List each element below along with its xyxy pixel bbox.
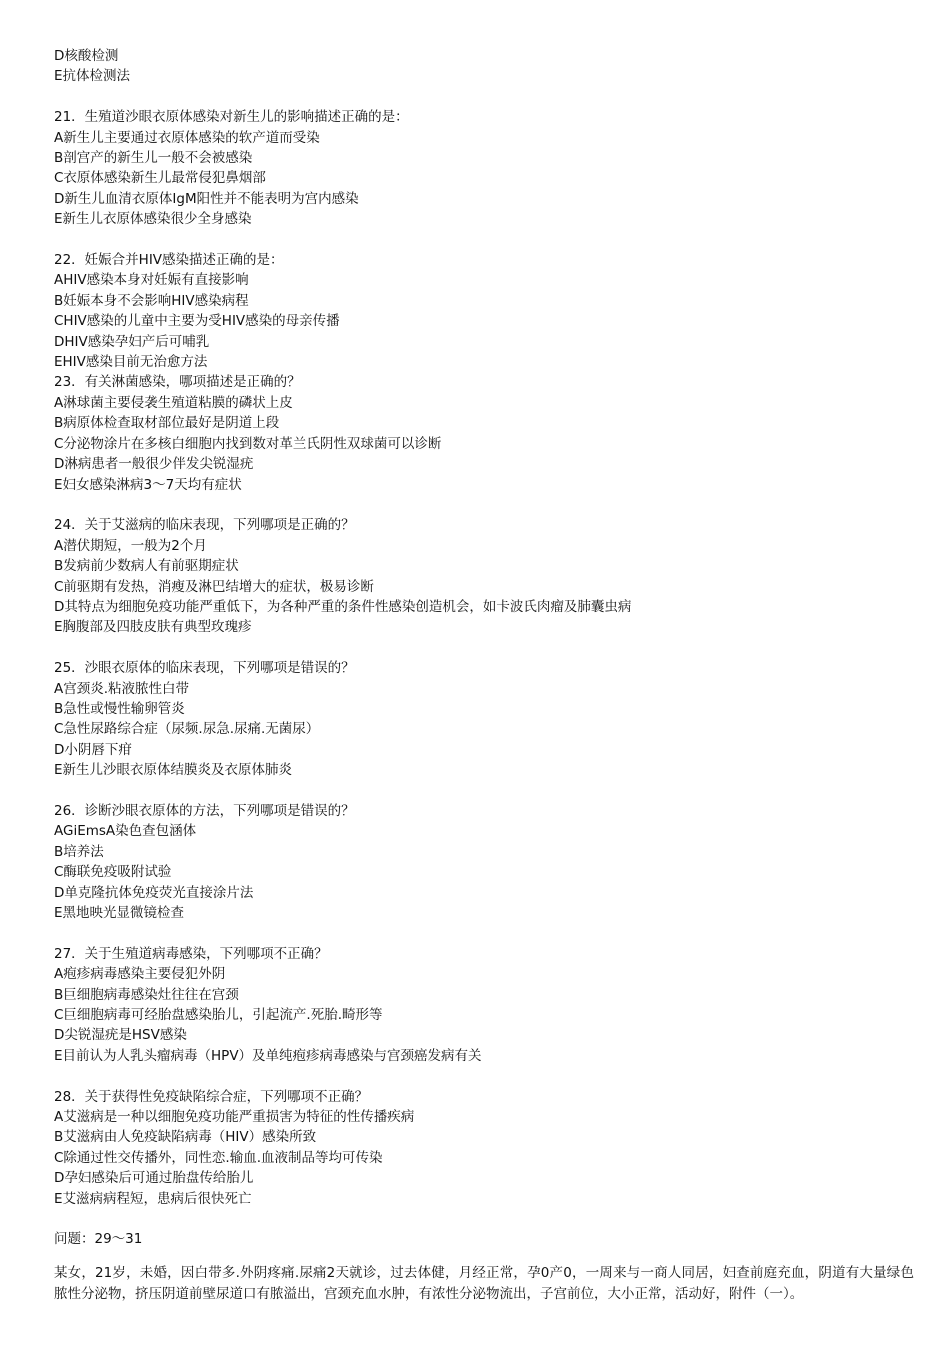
option-d: DHIV感染孕妇产后可哺乳 — [54, 333, 210, 350]
option-b: B剖宫产的新生儿一般不会被感染 — [54, 150, 253, 167]
option-a: A疱疹病毒感染主要侵犯外阴 — [54, 966, 226, 983]
option-d-previous: D核酸检测 — [54, 48, 119, 64]
option-d: D新生儿血清衣原体IgM阳性并不能表明为宫内感染 — [54, 190, 359, 207]
question-25 — [54, 658, 914, 780]
option-c: C除通过性交传播外，同性恋.输血.血液制品等均可传染 — [54, 1149, 383, 1166]
option-d: D小阴唇下疳 — [54, 741, 132, 758]
option-e: E黑地映光显微镜检查 — [54, 904, 185, 921]
question-stem: 23．有关淋菌感染，哪项描述是正确的？ — [54, 374, 301, 391]
option-c: C衣原体感染新生儿最常侵犯鼻烟部 — [54, 170, 266, 187]
option-e: E新生儿沙眼衣原体结膜炎及衣原体肺炎 — [54, 762, 293, 779]
option-e: E目前认为人乳头瘤病毒（HPV）及单纯疱疹病毒感染与宫颈癌发病有关 — [54, 1047, 482, 1064]
question-24 — [54, 515, 914, 637]
question-22 — [54, 250, 914, 372]
option-e-previous: E抗体检测法 — [54, 68, 131, 85]
option-a: A潜伏期短，一般为2个月 — [54, 537, 207, 554]
option-d: D淋病患者一般很少伴发尖锐湿疣 — [54, 456, 254, 473]
option-c: C前驱期有发热，消瘦及淋巴结增大的症状，极易诊断 — [54, 578, 374, 595]
question-21 — [54, 107, 914, 229]
option-b: B巨细胞病毒感染灶往往在宫颈 — [54, 986, 239, 1003]
option-a: A艾滋病是一种以细胞免疫功能严重损害为特征的性传播疾病 — [54, 1109, 415, 1126]
option-d: D其特点为细胞免疫功能严重低下，为各种严重的条件性感染创造机会，如卡波氏肉瘤及肺囊虫病 — [54, 598, 632, 615]
question-stem: 25．沙眼衣原体的临床表现，下列哪项是错误的？ — [54, 660, 355, 677]
option-d: D单克隆抗体免疫荧光直接涂片法 — [54, 884, 254, 901]
previous-options — [54, 46, 914, 87]
case-text: 某女，21岁，未婚，因白带多.外阴疼痛.尿痛2天就诊，过去体健，月经正常，孕0产0，一周来与一商人同居，妇查前庭充血，阴道有大量绿色脓性分泌物，挤压阴道前壁尿道口有脓溢出，宫颈充血水肿，有浓性分泌物流出，子宫前位，大小正常，活动好，附件（一）。 — [54, 1265, 914, 1302]
case-29-31 — [54, 1229, 914, 1304]
case-heading: 问题：29～31 — [54, 1231, 143, 1248]
option-b: B妊娠本身不会影响HIV感染病程 — [54, 292, 249, 309]
option-e: E妇女感染淋病3～7天均有症状 — [54, 476, 242, 493]
option-c: C酶联免疫吸附试验 — [54, 864, 172, 881]
option-d: D尖锐湿疣是HSV感染 — [54, 1027, 187, 1044]
question-23 — [54, 372, 914, 494]
question-stem: 27．关于生殖道病毒感染，下列哪项不正确？ — [54, 945, 328, 962]
option-b: B培养法 — [54, 843, 104, 860]
option-b: B病原体检查取材部位最好是阴道上段 — [54, 415, 280, 432]
question-26 — [54, 801, 914, 923]
option-e: E艾滋病病程短，患病后很快死亡 — [54, 1190, 252, 1207]
question-stem: 22．妊娠合并HIV感染描述正确的是： — [54, 252, 284, 269]
question-stem: 26．诊断沙眼衣原体的方法，下列哪项是错误的？ — [54, 802, 355, 819]
option-c: CHIV感染的儿童中主要为受HIV感染的母亲传播 — [54, 313, 340, 330]
question-27 — [54, 944, 914, 1066]
question-28 — [54, 1087, 914, 1209]
document-page — [54, 46, 914, 1318]
question-stem: 24．关于艾滋病的临床表现，下列哪项是正确的？ — [54, 517, 355, 534]
option-d: D孕妇感染后可通过胎盘传给胎儿 — [54, 1170, 254, 1187]
option-b: B发病前少数病人有前驱期症状 — [54, 558, 239, 575]
option-a: AHIV感染本身对妊娠有直接影响 — [54, 272, 249, 289]
option-e: EHIV感染目前无治愈方法 — [54, 354, 208, 371]
option-a: A宫颈炎.粘液脓性白带 — [54, 680, 190, 697]
option-c: C巨细胞病毒可经胎盘感染胎儿，引起流产.死胎.畸形等 — [54, 1007, 383, 1023]
option-a: AGiEmsA染色查包涵体 — [54, 823, 197, 840]
option-b: B急性或慢性输卵管炎 — [54, 700, 185, 717]
option-b: B艾滋病由人免疫缺陷病毒（HIV）感染所致 — [54, 1129, 317, 1146]
question-stem: 28．关于获得性免疫缺陷综合症，下列哪项不正确？ — [54, 1088, 369, 1105]
option-e: E胸腹部及四肢皮肤有典型玫瑰疹 — [54, 619, 252, 636]
option-a: A新生儿主要通过衣原体感染的软产道而受染 — [54, 129, 320, 146]
option-c: C分泌物涂片在多核白细胞内找到数对革兰氏阴性双球菌可以诊断 — [54, 435, 442, 452]
option-c: C急性尿路综合症（尿频.尿急.尿痛.无菌尿） — [54, 721, 320, 738]
option-e: E新生儿衣原体感染很少全身感染 — [54, 211, 252, 228]
question-stem: 21．生殖道沙眼衣原体感染对新生儿的影响描述正确的是： — [54, 109, 409, 126]
option-a: A淋球菌主要侵袭生殖道粘膜的磷状上皮 — [54, 394, 293, 411]
